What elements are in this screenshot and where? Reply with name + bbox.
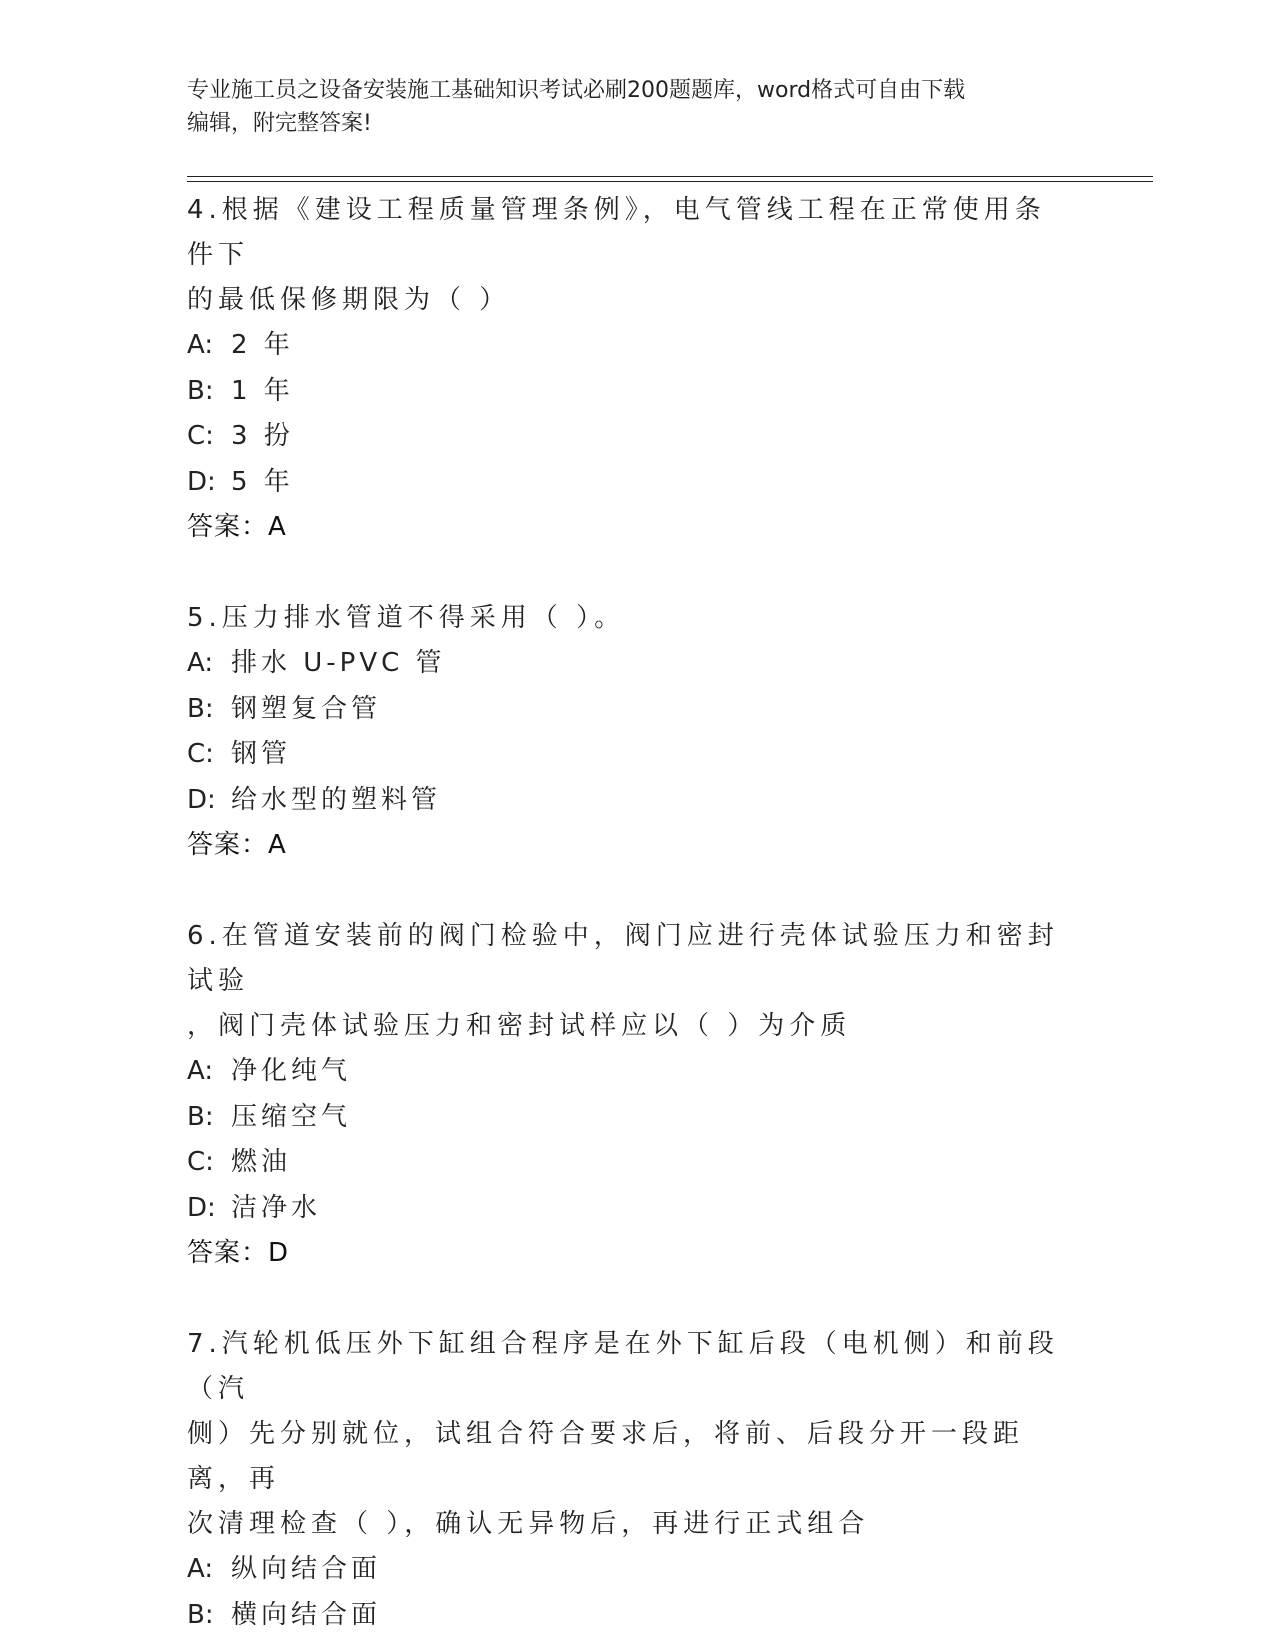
- option-key: B:: [187, 1101, 214, 1132]
- option-key: C:: [187, 739, 214, 769]
- option-text: 2 年: [231, 330, 294, 360]
- option-b: [187, 1593, 1067, 1639]
- option-text: 3 扮: [231, 421, 294, 451]
- option-a: [187, 641, 1067, 687]
- answer-line: 答案：A: [187, 830, 287, 860]
- option-c: [187, 732, 1067, 778]
- option-text: 洁净水: [231, 1192, 322, 1223]
- option-text: 燃油: [231, 1147, 292, 1177]
- question-spacer: [187, 1276, 1067, 1322]
- question-title-line: 6.在管道安装前的阀门检验中，阀门应进行壳体试验压力和密封试验: [187, 921, 1059, 996]
- option-text: 1 年: [231, 375, 294, 406]
- option-text: 钢塑复合管: [231, 693, 382, 724]
- question-title-line: ，阀门壳体试验压力和密封试样应以（ ）为介质: [187, 1011, 852, 1041]
- answer-line: 答案：D: [187, 1238, 290, 1268]
- option-c: [187, 414, 1067, 460]
- question-spacer: [187, 868, 1067, 914]
- header-divider-bottom: [187, 181, 1153, 182]
- question-5: [187, 596, 1067, 868]
- question-6: [187, 914, 1067, 1276]
- option-d: [187, 460, 1067, 506]
- question-title-line: 的最低保修期限为（ ）: [187, 285, 511, 315]
- option-d: [187, 1186, 1067, 1232]
- option-key: A:: [187, 1056, 214, 1086]
- option-text: 排水 U-PVC 管: [231, 648, 446, 678]
- option-key: D:: [187, 784, 216, 815]
- option-text: 净化纯气: [231, 1056, 352, 1086]
- option-key: A:: [187, 1554, 214, 1584]
- option-key: C:: [187, 1147, 214, 1177]
- option-b: [187, 369, 1067, 415]
- document-header: [187, 74, 1087, 140]
- option-c: [187, 1140, 1067, 1186]
- question-spacer: [187, 550, 1067, 596]
- question-7: [187, 1322, 1067, 1638]
- option-b: [187, 1095, 1067, 1141]
- option-text: 给水型的塑料管: [231, 784, 442, 815]
- option-text: 钢管: [231, 739, 292, 769]
- option-b: [187, 687, 1067, 733]
- option-key: C:: [187, 421, 214, 451]
- question-4: [187, 188, 1067, 550]
- option-key: D:: [187, 1192, 216, 1223]
- option-key: B:: [187, 375, 214, 406]
- question-list: [187, 188, 1067, 1638]
- option-key: A:: [187, 330, 214, 360]
- option-a: [187, 1049, 1067, 1095]
- option-a: [187, 323, 1067, 369]
- option-text: 横向结合面: [231, 1599, 382, 1630]
- header-line-1: 专业施工员之设备安装施工基础知识考试必刷200题题库，word格式可自由下载: [187, 78, 966, 103]
- question-title-line: 7.汽轮机低压外下缸组合程序是在外下缸后段（电机侧）和前段（汽: [187, 1329, 1059, 1404]
- option-key: B:: [187, 1599, 214, 1630]
- option-text: 压缩空气: [231, 1101, 352, 1132]
- option-key: A:: [187, 648, 214, 678]
- option-d: [187, 778, 1067, 824]
- question-title-line: 侧）先分别就位，试组合符合要求后，将前、后段分开一段距离，再: [187, 1419, 1025, 1494]
- question-title-line: 次清理检查（ ），确认无异物后，再进行正式组合: [187, 1509, 870, 1539]
- option-text: 5 年: [231, 466, 294, 497]
- header-divider-top: [187, 176, 1153, 177]
- option-a: [187, 1547, 1067, 1593]
- option-text: 纵向结合面: [231, 1554, 382, 1584]
- answer-line: 答案：A: [187, 512, 287, 542]
- option-key: D:: [187, 466, 216, 497]
- option-key: B:: [187, 693, 214, 724]
- question-title-line: 5.压力排水管道不得采用（ ）。: [187, 603, 626, 633]
- header-line-2: 编辑，附完整答案!: [187, 111, 372, 136]
- question-title-line: 4.根据《建设工程质量管理条例》，电气管线工程在正常使用条件下: [187, 195, 1046, 270]
